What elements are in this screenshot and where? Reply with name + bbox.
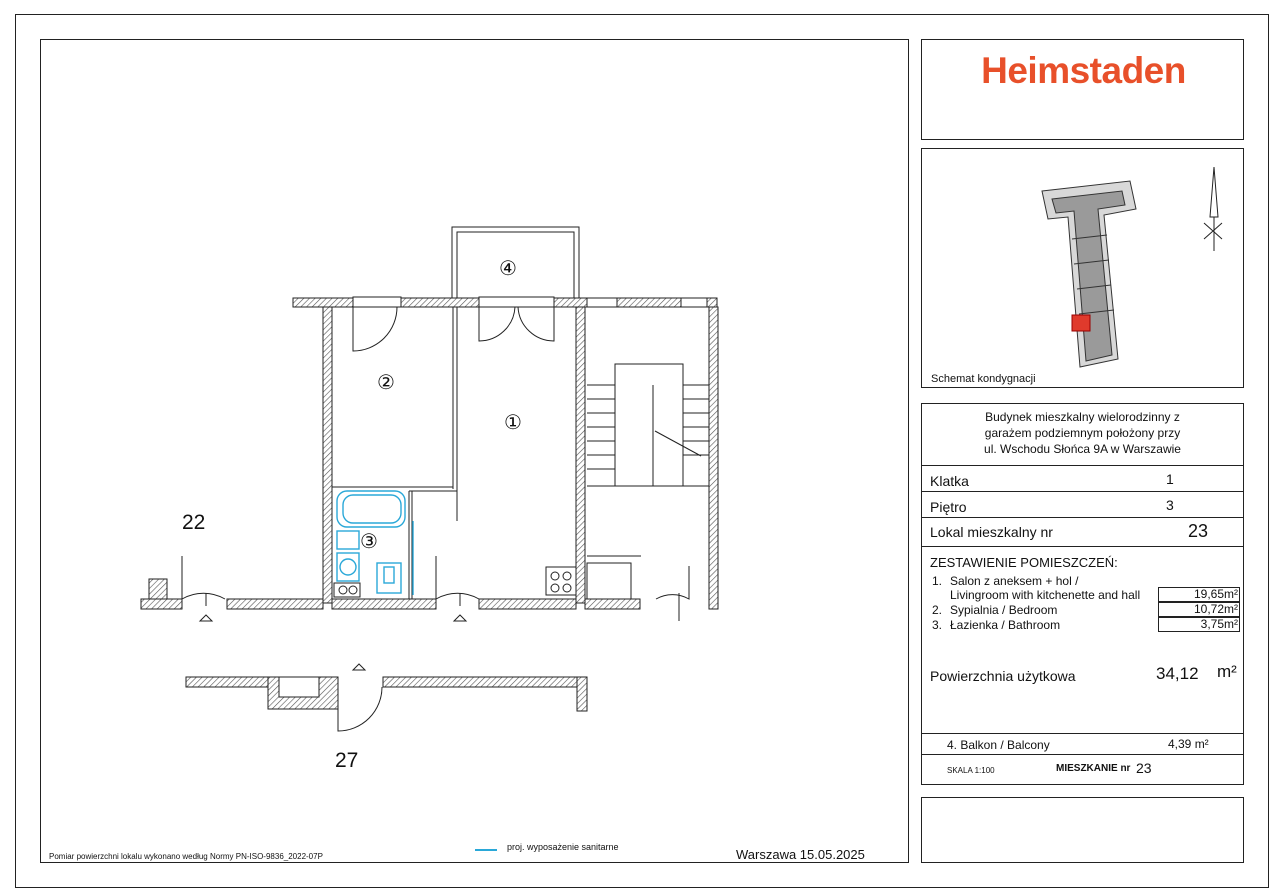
field-label-unit-no: Lokal mieszkalny nr [930,524,1053,540]
room-marker-1: ① [504,412,522,434]
building-description [922,409,1243,457]
floor-plan-drawing [41,40,910,864]
stair-wall [576,307,585,603]
field-value-staircase: 1 [1166,471,1174,487]
brand-logo: Heimstaden [981,50,1186,91]
measurement-note: Pomiar powierzchni lokalu wykonano według Normy PN-ISO-9836_2022-07P [49,852,323,861]
room-1-area: 19,65 [1193,587,1224,601]
field-value-unit-no: 23 [1188,521,1209,541]
logo-panel [921,39,1244,140]
room-marker-2: ② [377,372,395,394]
apartment-highlight [1072,315,1090,331]
left-wall [323,307,332,603]
room-3-no: 3. [932,618,943,632]
balcony-value: 4,39 m² [1168,737,1209,751]
room-3-unit: m² [1224,617,1238,631]
scale-label: SKALA 1:100 [947,766,995,775]
room-3-area-box [1158,617,1240,632]
room-2-area-box [1158,602,1240,617]
place-date: Warszawa 15.05.2025 [736,847,865,862]
rooms-heading: ZESTAWIENIE POMIESZCZEŃ: [930,555,1118,570]
notes-panel [921,797,1244,863]
building-line-3: ul. Wschodu Słońca 9A w Warszawie [984,442,1181,456]
field-label-floor: Piętro [930,499,967,515]
usable-area-value: 34,12 [1156,664,1199,683]
room-2-no: 2. [932,603,943,617]
room-1-name-line2: Livingroom with kitchenette and hall [950,588,1141,602]
neighbor-unit-27: 27 [335,749,359,772]
building-line-1: Budynek mieszkalny wielorodzinny z [985,410,1180,424]
room-marker-4: ④ [499,258,517,280]
info-panel [921,403,1244,785]
room-marker-3: ③ [360,531,378,553]
floor-scheme-panel [921,148,1244,388]
balcony-label: 4. Balkon / Balcony [947,738,1050,752]
field-label-staircase: Klatka [930,473,969,489]
scheme-caption: Schemat kondygnacji [931,373,1036,385]
room-3-area: 3,75 [1200,617,1224,631]
building-line-2: garażem podziemnym położony przy [984,426,1181,440]
room-3-name: Łazienka / Bathroom [950,618,1061,632]
floor-plan-panel [40,39,909,863]
floor-scheme-drawing [922,149,1245,389]
field-value-floor: 3 [1166,497,1174,513]
neighbor-unit-22: 22 [182,511,206,534]
room-1-name-line1: Salon z aneksem + hol / [950,574,1079,588]
room-1-area-box [1158,587,1240,602]
room-2-unit: m² [1224,602,1238,616]
usable-area-label: Powierzchnia użytkowa [930,668,1076,684]
usable-area-unit: m² [1217,662,1237,681]
room-1-no: 1. [932,574,943,588]
legend-text: proj. wyposażenie sanitarne [507,842,619,852]
room-2-name: Sypialnia / Bedroom [950,603,1058,617]
apartment-number: 23 [1136,760,1152,776]
room-2-area: 10,72 [1193,602,1224,616]
right-wall [709,307,718,609]
apartment-label: MIESZKANIE nr [1056,763,1131,774]
room-1-unit: m² [1224,587,1238,601]
